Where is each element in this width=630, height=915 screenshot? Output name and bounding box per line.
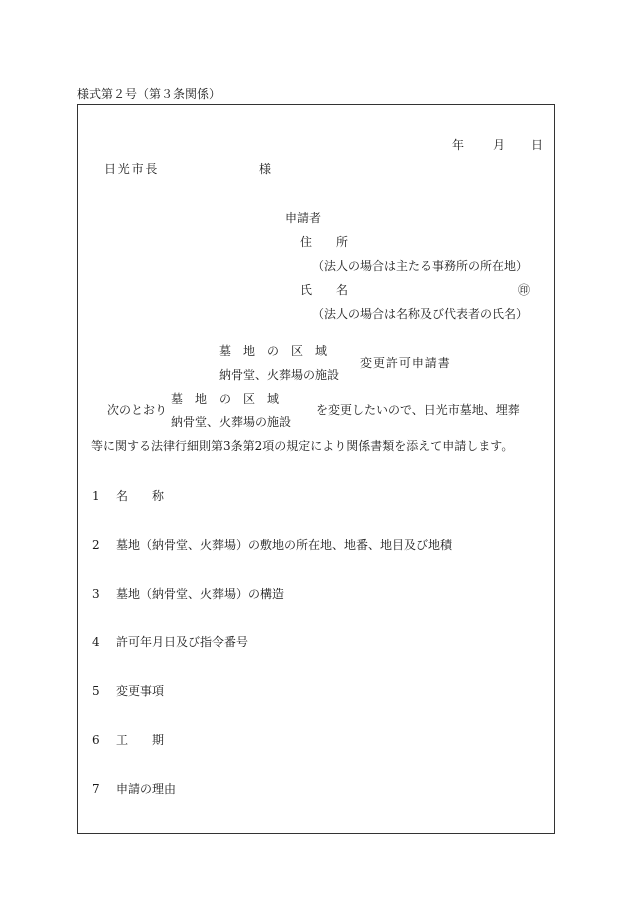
item-2-number: 2 <box>92 538 100 552</box>
body-tail: を変更したいので、日光市墓地、埋葬 <box>316 403 520 417</box>
item-7-label: 申請の理由 <box>116 782 177 796</box>
date-day: 日 <box>531 138 544 152</box>
item-3-number: 3 <box>92 587 100 601</box>
item-4-label: 許可年月日及び指令番号 <box>116 635 249 649</box>
addressee-honorific: 様 <box>259 162 272 176</box>
item-6-label: 工 期 <box>116 733 165 747</box>
seal-mark: ㊞ <box>518 283 531 297</box>
body-line2: 等に関する法律行細則第3条第2項の規定により関係書類を添えて申請します。 <box>91 439 514 453</box>
item-6-number: 6 <box>92 733 100 747</box>
form-number-label: 様式第２号（第３条関係） <box>77 87 222 101</box>
applicant-name-label: 氏 名 <box>300 283 349 297</box>
item-1-number: 1 <box>92 489 100 503</box>
applicant-address-note: （法人の場合は主たる事務所の所在地） <box>312 259 529 273</box>
item-1-label: 名 称 <box>116 489 165 503</box>
body-option-facility: 納骨堂、火葬場の施設 <box>171 415 292 429</box>
item-4-number: 4 <box>92 635 100 649</box>
item-5-label: 変更事項 <box>116 684 165 698</box>
title-option-cemetery: 墓 地 の 区 域 <box>219 344 328 358</box>
date-month: 月 <box>493 138 506 152</box>
document-title: 変更許可申請書 <box>360 356 451 370</box>
date-year: 年 <box>452 138 465 152</box>
item-7-number: 7 <box>92 782 100 796</box>
body-lead: 次のとおり <box>107 403 168 417</box>
body-option-cemetery: 墓 地 の 区 域 <box>171 392 280 406</box>
applicant-name-note: （法人の場合は名称及び代表者の氏名） <box>312 307 529 321</box>
applicant-address-label: 住 所 <box>300 235 349 249</box>
addressee-name: 日光市長 <box>104 162 160 176</box>
item-5-number: 5 <box>92 684 100 698</box>
item-3-label: 墓地（納骨堂、火葬場）の構造 <box>116 587 285 601</box>
applicant-label: 申請者 <box>285 211 322 225</box>
title-option-facility: 納骨堂、火葬場の施設 <box>219 368 340 382</box>
item-2-label: 墓地（納骨堂、火葬場）の敷地の所在地、地番、地目及び地積 <box>116 538 453 552</box>
